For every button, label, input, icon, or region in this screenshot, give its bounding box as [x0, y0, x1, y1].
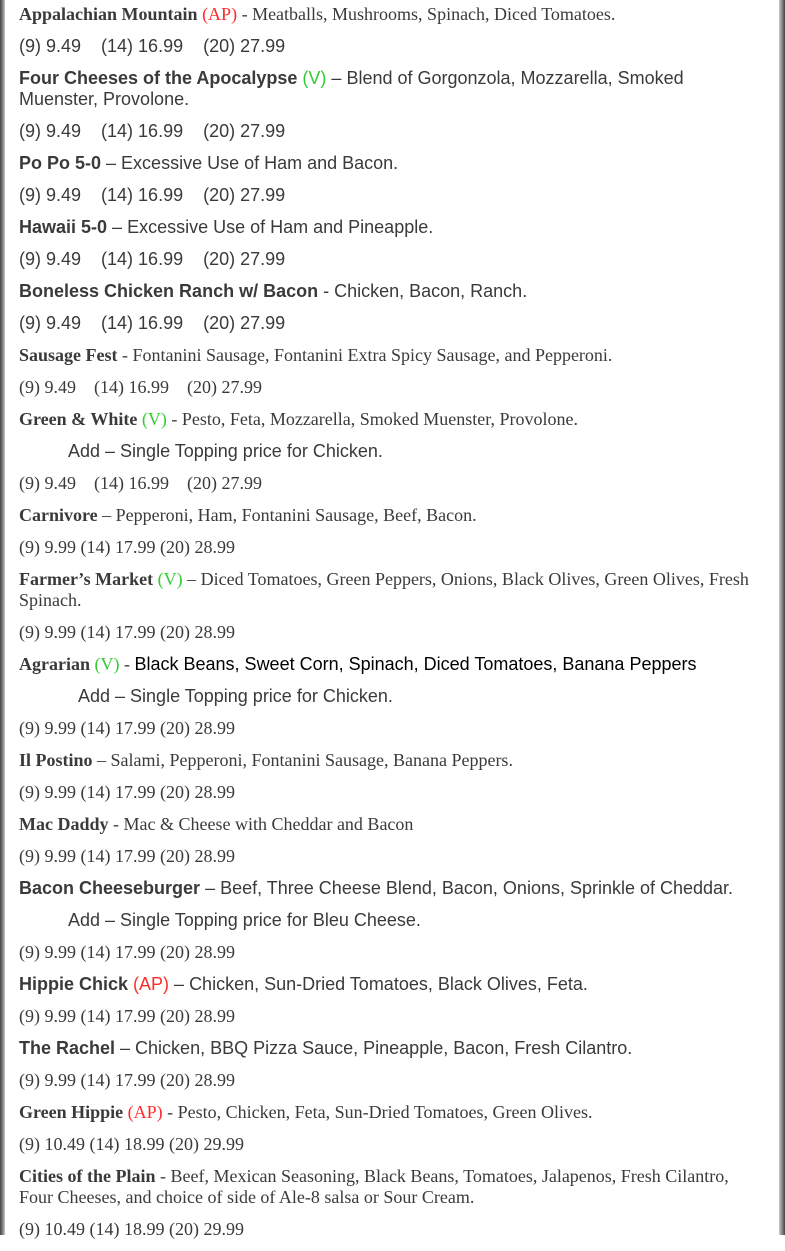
page-right-border [779, 0, 785, 1235]
item-separator: - [155, 1166, 171, 1186]
item-name: Bacon Cheeseburger [19, 878, 201, 898]
item-description-line [19, 814, 759, 835]
item-prices: (9) 10.49 (14) 18.99 (20) 29.99 [19, 1134, 244, 1154]
menu-item [19, 1166, 759, 1240]
item-description-line [19, 345, 759, 366]
item-description-line [19, 1038, 759, 1059]
item-name: Appalachian Mountain [19, 4, 198, 24]
item-ingredients: Black Beans, Sweet Corn, Spinach, Diced Tomatoes, Banana Peppers [134, 654, 697, 674]
item-name: Cities of the Plain [19, 1166, 156, 1186]
item-ingredients: Chicken, Bacon, Ranch. [334, 281, 528, 301]
item-ingredients: Chicken, BBQ Pizza Sauce, Pineapple, Bacon, Fresh Cilantro. [135, 1038, 633, 1058]
menu-item [19, 345, 759, 398]
pizza-menu-list [19, 0, 759, 1251]
item-ingredients: Pesto, Feta, Mozzarella, Smoked Muenster, Provolone. [181, 409, 579, 429]
item-name: Sausage Fest [19, 345, 118, 365]
item-separator: – [326, 68, 347, 88]
item-description-line [19, 505, 759, 526]
vegetarian-tag: (V) [302, 68, 327, 88]
item-description-line [19, 409, 759, 430]
item-name: Carnivore [19, 505, 98, 525]
menu-item [19, 153, 759, 206]
item-separator: - [166, 409, 182, 429]
item-prices: (9) 9.49 (14) 16.99 (20) 27.99 [19, 36, 286, 56]
item-name: Green & White [19, 409, 138, 429]
item-prices: (9) 9.49 (14) 16.99 (20) 27.99 [19, 313, 286, 333]
item-description-line [19, 1102, 759, 1123]
item-description-line [19, 974, 759, 995]
allergen-tag: (AP) [127, 1102, 163, 1122]
menu-item [19, 1102, 759, 1155]
item-ingredients: Fontanini Sausage, Fontanini Extra Spicy Sausage, and Pepperoni. [132, 345, 613, 365]
allergen-tag: (AP) [202, 4, 238, 24]
item-ingredients: Beef, Three Cheese Blend, Bacon, Onions, Sprinkle of Cheddar. [220, 878, 734, 898]
item-prices: (9) 9.49 (14) 16.99 (20) 27.99 [19, 473, 262, 493]
menu-item [19, 750, 759, 803]
item-name: Hippie Chick [19, 974, 129, 994]
item-prices: (9) 9.99 (14) 17.99 (20) 28.99 [19, 1070, 235, 1090]
item-description-line [19, 878, 759, 899]
item-description-line [19, 569, 759, 611]
item-ingredients: Pesto, Chicken, Feta, Sun-Dried Tomatoes, Green Olives. [177, 1102, 593, 1122]
item-name: Green Hippie [19, 1102, 124, 1122]
item-separator: – [182, 569, 201, 589]
menu-item [19, 68, 759, 142]
menu-item [19, 654, 759, 739]
menu-item [19, 505, 759, 558]
item-name: Il Postino [19, 750, 93, 770]
menu-item [19, 878, 759, 963]
item-prices: (9) 9.99 (14) 17.99 (20) 28.99 [19, 846, 235, 866]
item-prices: (9) 9.49 (14) 16.99 (20) 27.99 [19, 121, 286, 141]
item-prices: (9) 9.99 (14) 17.99 (20) 28.99 [19, 622, 235, 642]
item-ingredients: Excessive Use of Ham and Bacon. [121, 153, 399, 173]
item-description-line [19, 750, 759, 771]
item-separator: – [92, 750, 111, 770]
allergen-tag: (AP) [133, 974, 170, 994]
item-name: Four Cheeses of the Apocalypse [19, 68, 298, 88]
item-description-line [19, 4, 759, 25]
item-separator: - [318, 281, 335, 301]
item-prices: (9) 9.99 (14) 17.99 (20) 28.99 [19, 782, 235, 802]
item-separator: – [107, 217, 128, 237]
item-prices: (9) 9.99 (14) 17.99 (20) 28.99 [19, 1006, 235, 1026]
item-ingredients: Mac & Cheese with Cheddar and Bacon [123, 814, 414, 834]
item-description-line [19, 217, 759, 238]
item-ingredients: Diced Tomatoes, Green Peppers, Onions, Black Olives, Green Olives, Fresh Spinach. [19, 569, 749, 610]
item-description-line [19, 654, 759, 675]
menu-item [19, 4, 759, 57]
item-addon-note: Add – Single Topping price for Bleu Cheese. [68, 910, 421, 930]
item-name: The Rachel [19, 1038, 116, 1058]
menu-item [19, 217, 759, 270]
item-name: Farmer’s Market [19, 569, 154, 589]
item-separator: – [169, 974, 190, 994]
item-name: Mac Daddy [19, 814, 109, 834]
item-ingredients: Meatballs, Mushrooms, Spinach, Diced Tomatoes. [252, 4, 616, 24]
item-description-line [19, 68, 759, 110]
item-name: Boneless Chicken Ranch w/ Bacon [19, 281, 319, 301]
item-separator: – [101, 153, 122, 173]
item-ingredients: Excessive Use of Ham and Pineapple. [127, 217, 434, 237]
item-ingredients: Salami, Pepperoni, Fontanini Sausage, Banana Peppers. [110, 750, 513, 770]
menu-item [19, 814, 759, 867]
item-separator: - [237, 4, 253, 24]
item-ingredients: Blend of Gorgonzola, Mozzarella, Smoked Muenster, Provolone. [19, 68, 684, 109]
menu-item [19, 569, 759, 643]
vegetarian-tag: (V) [141, 409, 167, 429]
item-description-line [19, 153, 759, 174]
item-ingredients: Beef, Mexican Seasoning, Black Beans, Tomatoes, Jalapenos, Fresh Cilantro, Four Cheeses, and choice of side of Ale-8 salsa or Sour Cream. [19, 1166, 729, 1207]
menu-item [19, 409, 759, 494]
item-ingredients: Chicken, Sun-Dried Tomatoes, Black Olives, Feta. [189, 974, 588, 994]
item-ingredients: Pepperoni, Ham, Fontanini Sausage, Beef, Bacon. [115, 505, 477, 525]
item-name: Hawaii 5-0 [19, 217, 108, 237]
item-description-line [19, 281, 759, 302]
item-separator: - [117, 345, 133, 365]
item-description-line [19, 1166, 759, 1208]
item-addon-note: Add – Single Topping price for Chicken. [78, 686, 393, 706]
item-prices: (9) 9.49 (14) 16.99 (20) 27.99 [19, 249, 286, 269]
item-separator: - [162, 1102, 178, 1122]
item-prices: (9) 9.99 (14) 17.99 (20) 28.99 [19, 718, 235, 738]
item-name: Agrarian [19, 654, 90, 674]
item-prices: (9) 9.49 (14) 16.99 (20) 27.99 [19, 185, 286, 205]
item-prices: (9) 10.49 (14) 18.99 (20) 29.99 [19, 1219, 244, 1239]
item-separator: - [108, 814, 124, 834]
item-separator: - [119, 654, 135, 674]
menu-item [19, 974, 759, 1027]
item-addon-note: Add – Single Topping price for Chicken. [68, 441, 383, 461]
item-separator: – [115, 1038, 136, 1058]
page-left-border [0, 0, 5, 1235]
item-prices: (9) 9.49 (14) 16.99 (20) 27.99 [19, 377, 262, 397]
item-prices: (9) 9.99 (14) 17.99 (20) 28.99 [19, 942, 235, 962]
item-prices: (9) 9.99 (14) 17.99 (20) 28.99 [19, 537, 235, 557]
vegetarian-tag: (V) [94, 654, 120, 674]
item-separator: – [97, 505, 116, 525]
item-name: Po Po 5-0 [19, 153, 102, 173]
vegetarian-tag: (V) [157, 569, 183, 589]
menu-item [19, 281, 759, 334]
menu-item [19, 1038, 759, 1091]
item-separator: – [200, 878, 221, 898]
